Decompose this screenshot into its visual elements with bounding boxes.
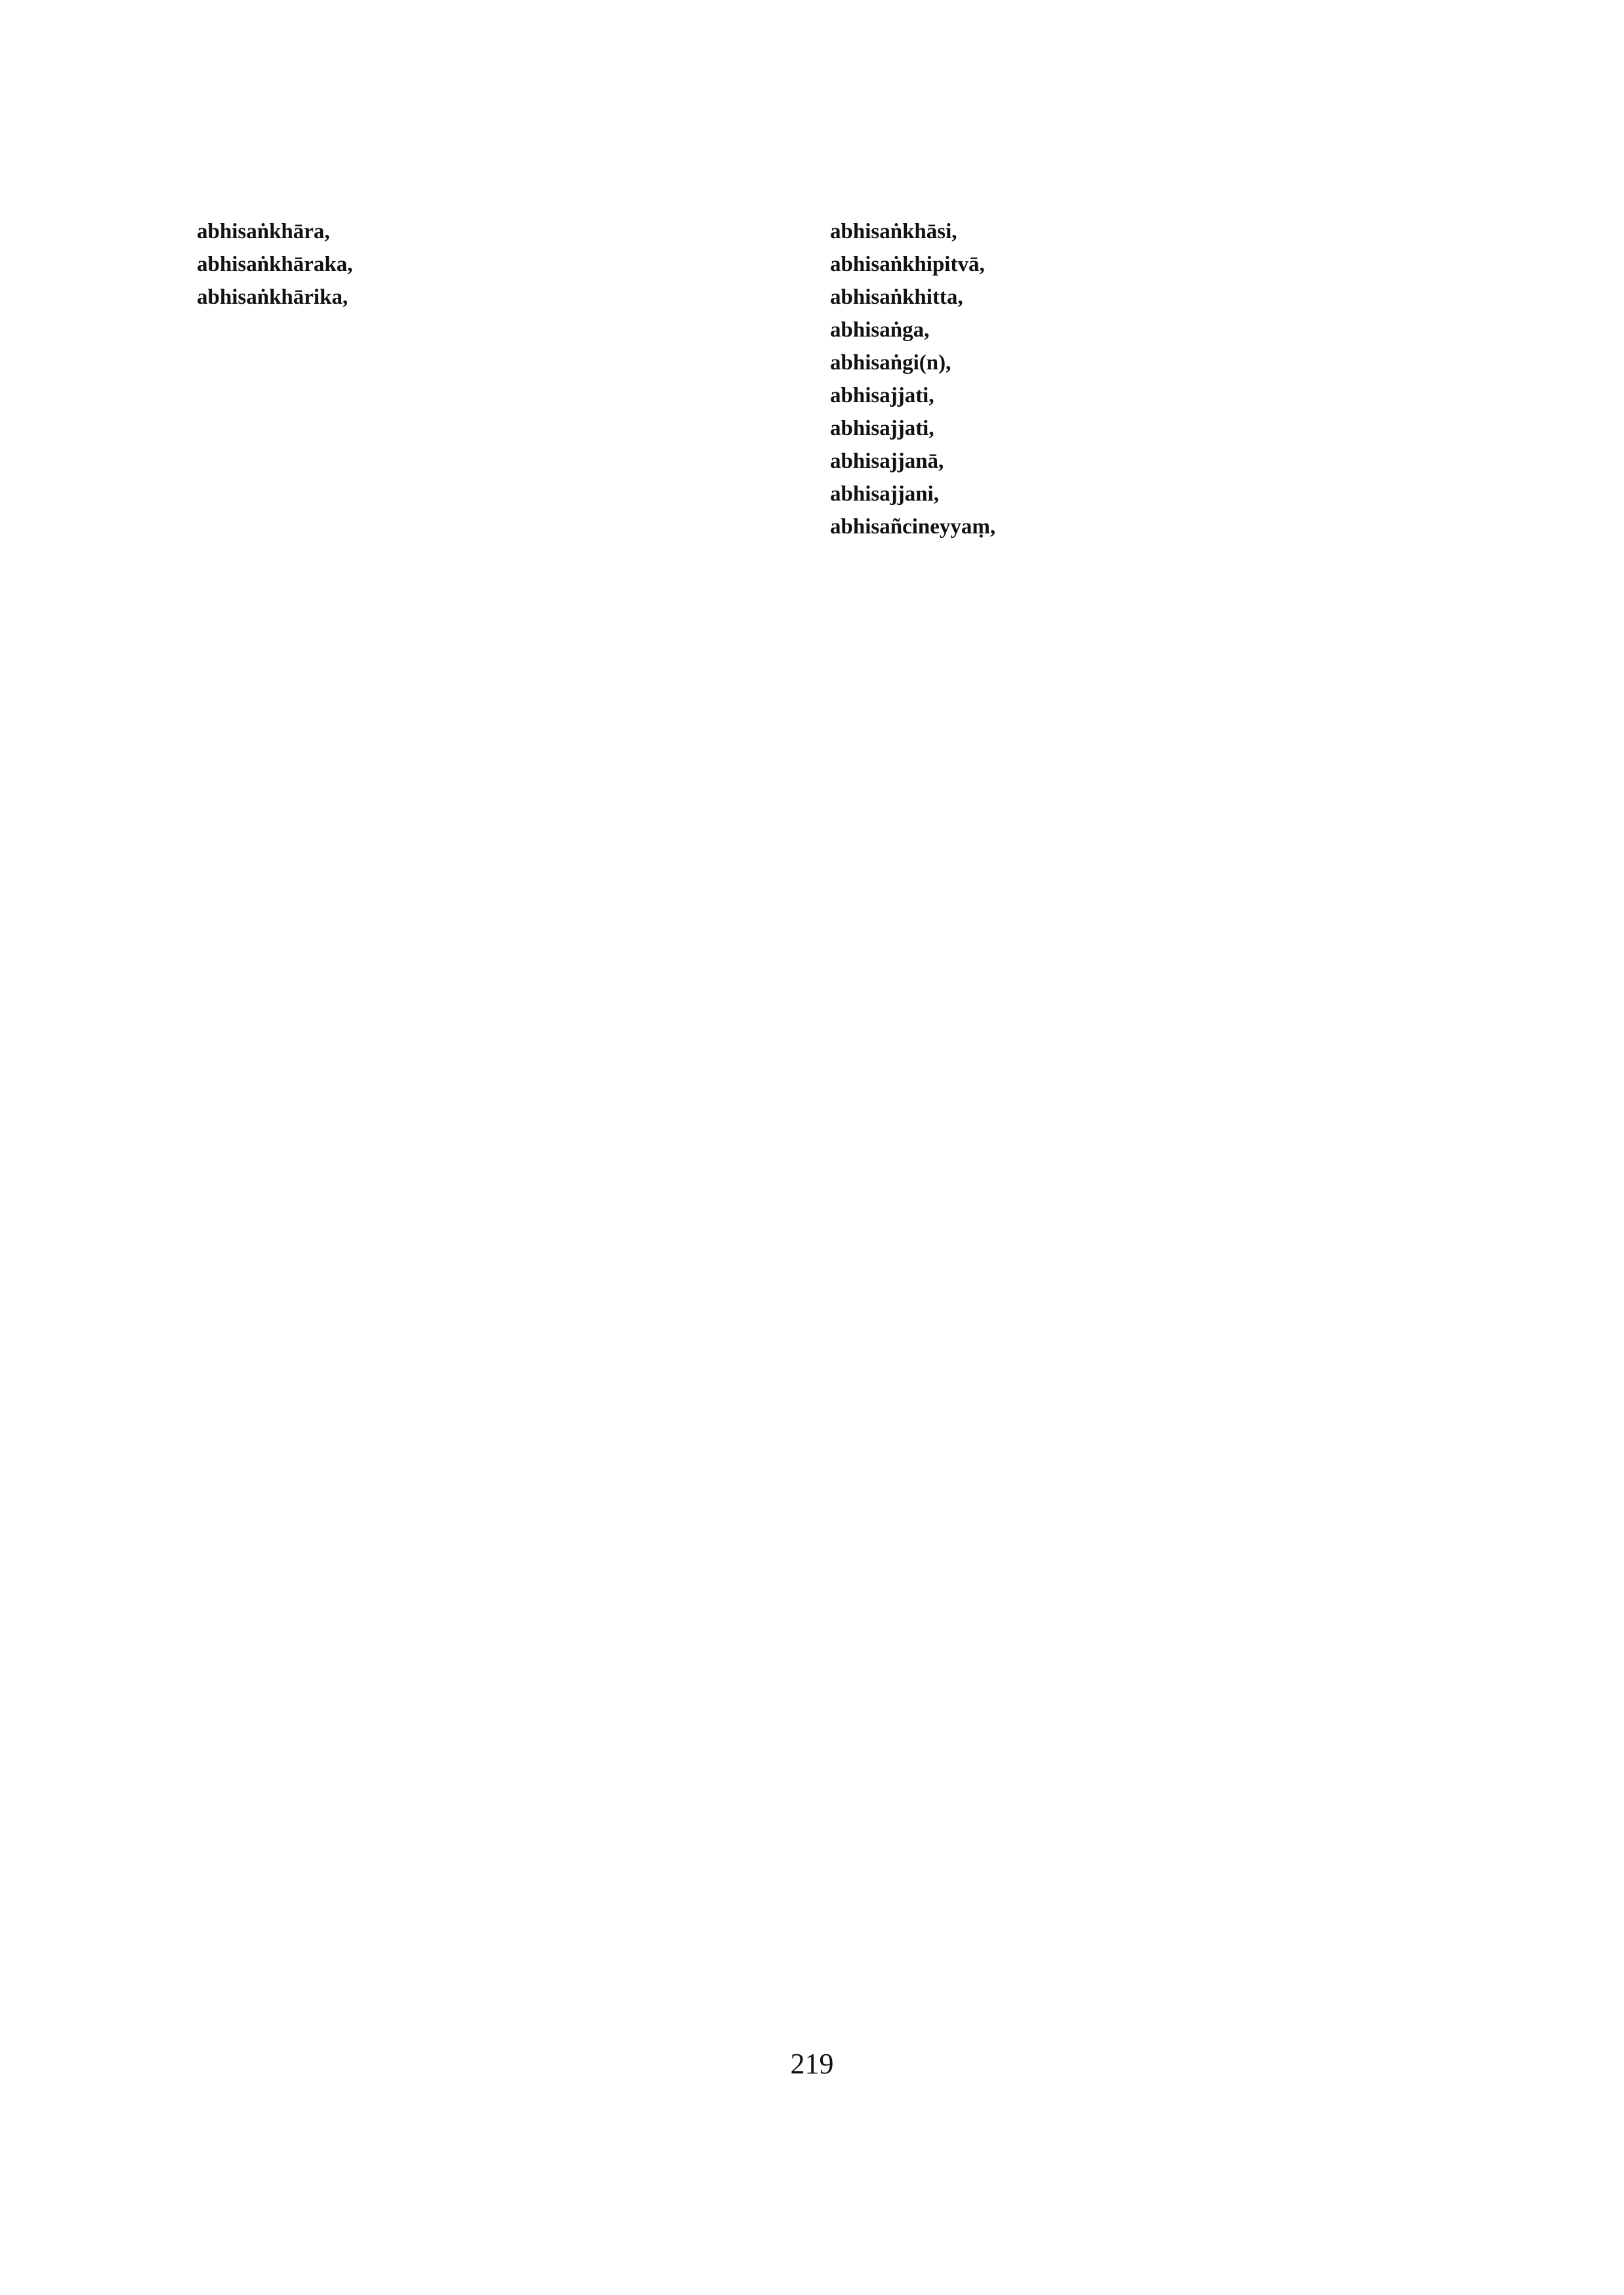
entry-abhisajjati-pass: abhisajjati, [830, 417, 934, 440]
entry-abhisankhitta: abhisaṅkhitta, [830, 285, 963, 309]
entry-abhisajjani: abhisajjani, [830, 482, 939, 506]
entry-abhisankhipitva: abhisaṅkhipitvā, [830, 253, 985, 276]
entry-abhisankharaka: abhisaṅkhāraka, [197, 253, 353, 276]
right-column [830, 213, 1427, 545]
page-number: 219 [790, 2048, 834, 2080]
entry-abhisankharika: abhisaṅkhārika, [197, 285, 348, 309]
entry-abhisangin: abhisaṅgi(n), [830, 351, 951, 375]
left-column [197, 213, 794, 316]
entry-abhisajjati: abhisajjati, [830, 384, 934, 407]
entry-abhisanga: abhisaṅga, [830, 318, 930, 342]
entry-abhisankhara: abhisaṅkhāra, [197, 220, 330, 243]
entry-abhisancineyyam: abhisañcineyyaṃ, [830, 515, 996, 539]
entry-abhisankhasi: abhisaṅkhāsi, [830, 220, 957, 243]
entry-abhisajjana: abhisajjanā, [830, 449, 944, 473]
